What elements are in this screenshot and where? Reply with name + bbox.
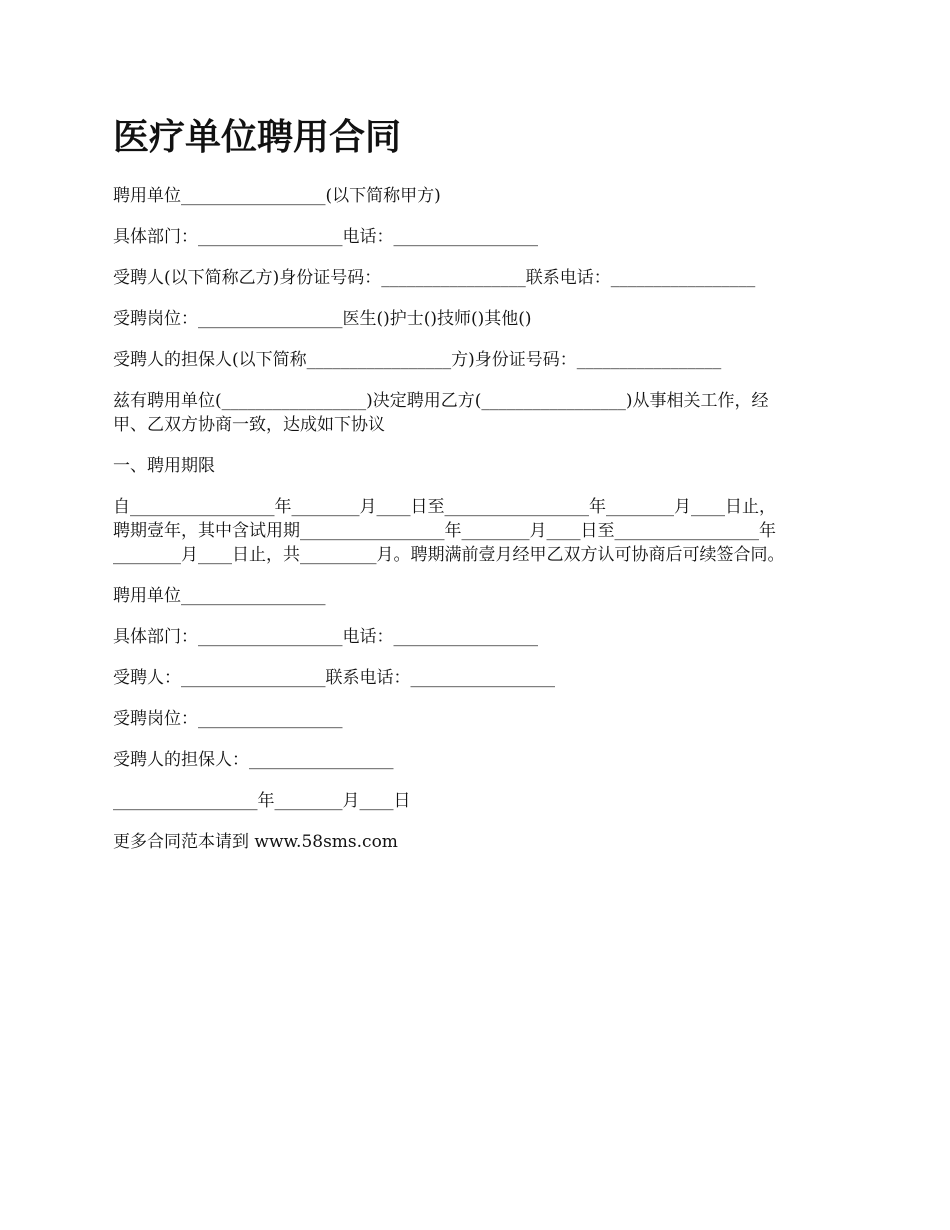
signature-department-phone: 具体部门：_________________电话：_________________ [113, 627, 538, 647]
signature-employee-phone: 受聘人：_________________联系电话：_________________ [113, 668, 555, 688]
term-line: ________月____日止，共_________月。聘期满前壹月经甲乙双方认可协商后可续签合同。 [113, 545, 785, 565]
signature-employer: 聘用单位_________________ [113, 586, 326, 606]
agreement-line: 兹有聘用单位(_________________)决定聘用乙方(_________________)从事相关工作，经 [113, 391, 769, 411]
section-heading: 一、聘用期限 [113, 456, 215, 476]
employee-id-phone-field: 受聘人(以下简称乙方)身份证号码：_________________联系电话：_________________ [113, 268, 756, 288]
document-title: 医疗单位聘用合同 [113, 116, 402, 158]
term-line: 聘期壹年，其中含试用期_________________年________月____日至_________________年 [113, 521, 776, 541]
footer-note: 更多合同范本请到 www.58sms.com [113, 832, 398, 852]
signature-date: _________________年________月____日 [113, 791, 411, 811]
signature-position: 受聘岗位：_________________ [113, 709, 343, 729]
term-line: 自_________________年________月____日至_________________年________月____日止， [113, 497, 776, 517]
document-page [113, 112, 843, 871]
guarantor-field: 受聘人的担保人(以下简称_________________方)身份证号码：_________________ [113, 350, 722, 370]
signature-guarantor: 受聘人的担保人：_________________ [113, 750, 394, 770]
employer-field: 聘用单位_________________(以下简称甲方) [113, 186, 441, 206]
position-field: 受聘岗位：_________________医生()护士()技师()其他() [113, 309, 532, 329]
term-paragraph [113, 495, 843, 567]
agreement-line: 甲、乙双方协商一致，达成如下协议 [113, 415, 385, 435]
department-phone-field: 具体部门：_________________电话：_________________ [113, 227, 538, 247]
agreement-paragraph [113, 389, 843, 437]
